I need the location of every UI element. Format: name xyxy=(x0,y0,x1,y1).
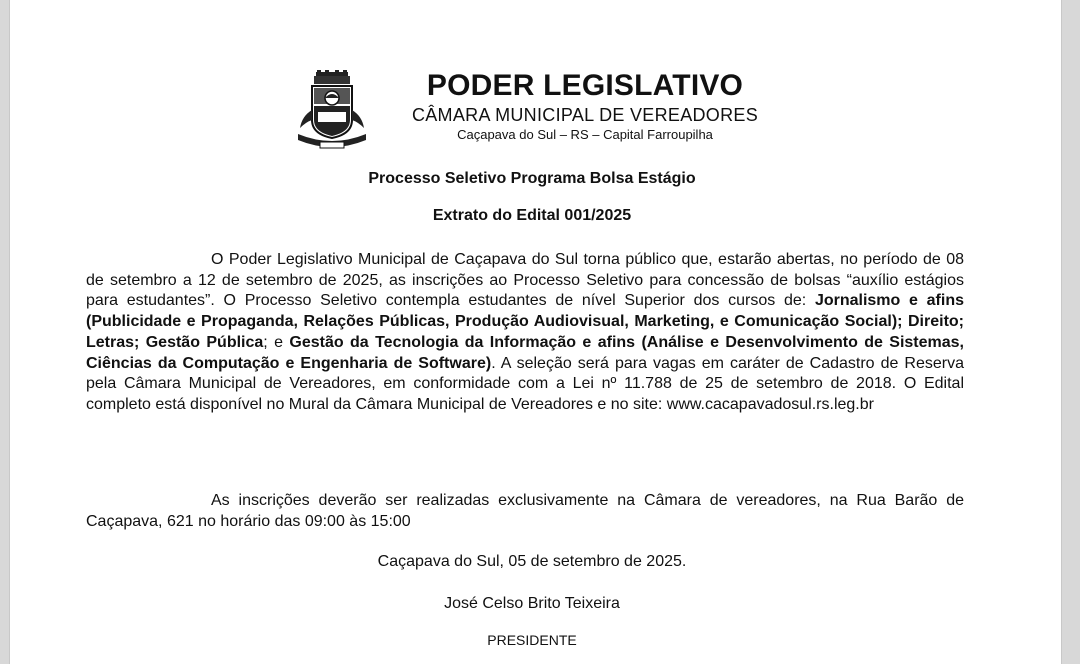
document-subheading: Extrato do Edital 001/2025 xyxy=(432,207,632,224)
municipal-coat-of-arms xyxy=(294,70,370,154)
institution-title: PODER LEGISLATIVO xyxy=(426,69,744,102)
signer-name: José Celso Brito Teixeira xyxy=(444,595,620,612)
date-line: Caçapava do Sul, 05 de setembro de 2025. xyxy=(377,553,687,570)
paragraph-text: . A seleção será para vagas em caráter de Cadastro de Reserva pela Câmara Municipal de Vereadores, em conformidade com a Lei nº 11.788 de 25 de setembro de 2018. O Edital completo está disponível no Mural da Câmara Municipal de Vereadores e no site: www.cacapavadosul.rs.leg.br xyxy=(86,354,965,413)
institution-location: Caçapava do Sul – RS – Capital Farroupilha xyxy=(457,127,713,142)
body-paragraph-1 xyxy=(86,250,964,416)
document-page xyxy=(9,0,1062,664)
institution-subtitle: CÂMARA MUNICIPAL DE VEREADORES xyxy=(411,105,759,125)
paragraph-text: ; e xyxy=(263,333,290,351)
paragraph-text: As inscrições deverão ser realizadas exclusivamente na Câmara de vereadores, na Rua Barão de Caçapava, 621 no horário das 09:00 às 15:00 xyxy=(86,492,964,530)
paragraph-text: O Poder Legislativo Municipal de Caçapava do Sul torna público que, estarão abertas, no período de 08 de setembro a 12 de setembro de 2025, as inscrições ao Processo Seletivo para concessão de bolsas “auxílio estágios para estudantes”. O Processo Seletivo contempla estudantes de nível Superior dos cursos de: xyxy=(86,251,964,310)
letterhead xyxy=(380,68,790,144)
document-heading: Processo Seletivo Programa Bolsa Estágio xyxy=(368,170,696,187)
body-paragraph-2 xyxy=(86,491,964,532)
paragraph-bold-text: Jornalismo e afins (Publicidade e Propaganda, Relações Públicas, Produção Audiovisual, Marketing, e Comunicação Social); Direito; Letras; Gestão Pública xyxy=(86,292,964,351)
paragraph-bold-text: Gestão da Tecnologia da Informação e afins (Análise e Desenvolvimento de Sistemas, Ciências da Computação e Engenharia de Software) xyxy=(86,333,965,372)
signer-role: PRESIDENTE xyxy=(487,632,577,648)
